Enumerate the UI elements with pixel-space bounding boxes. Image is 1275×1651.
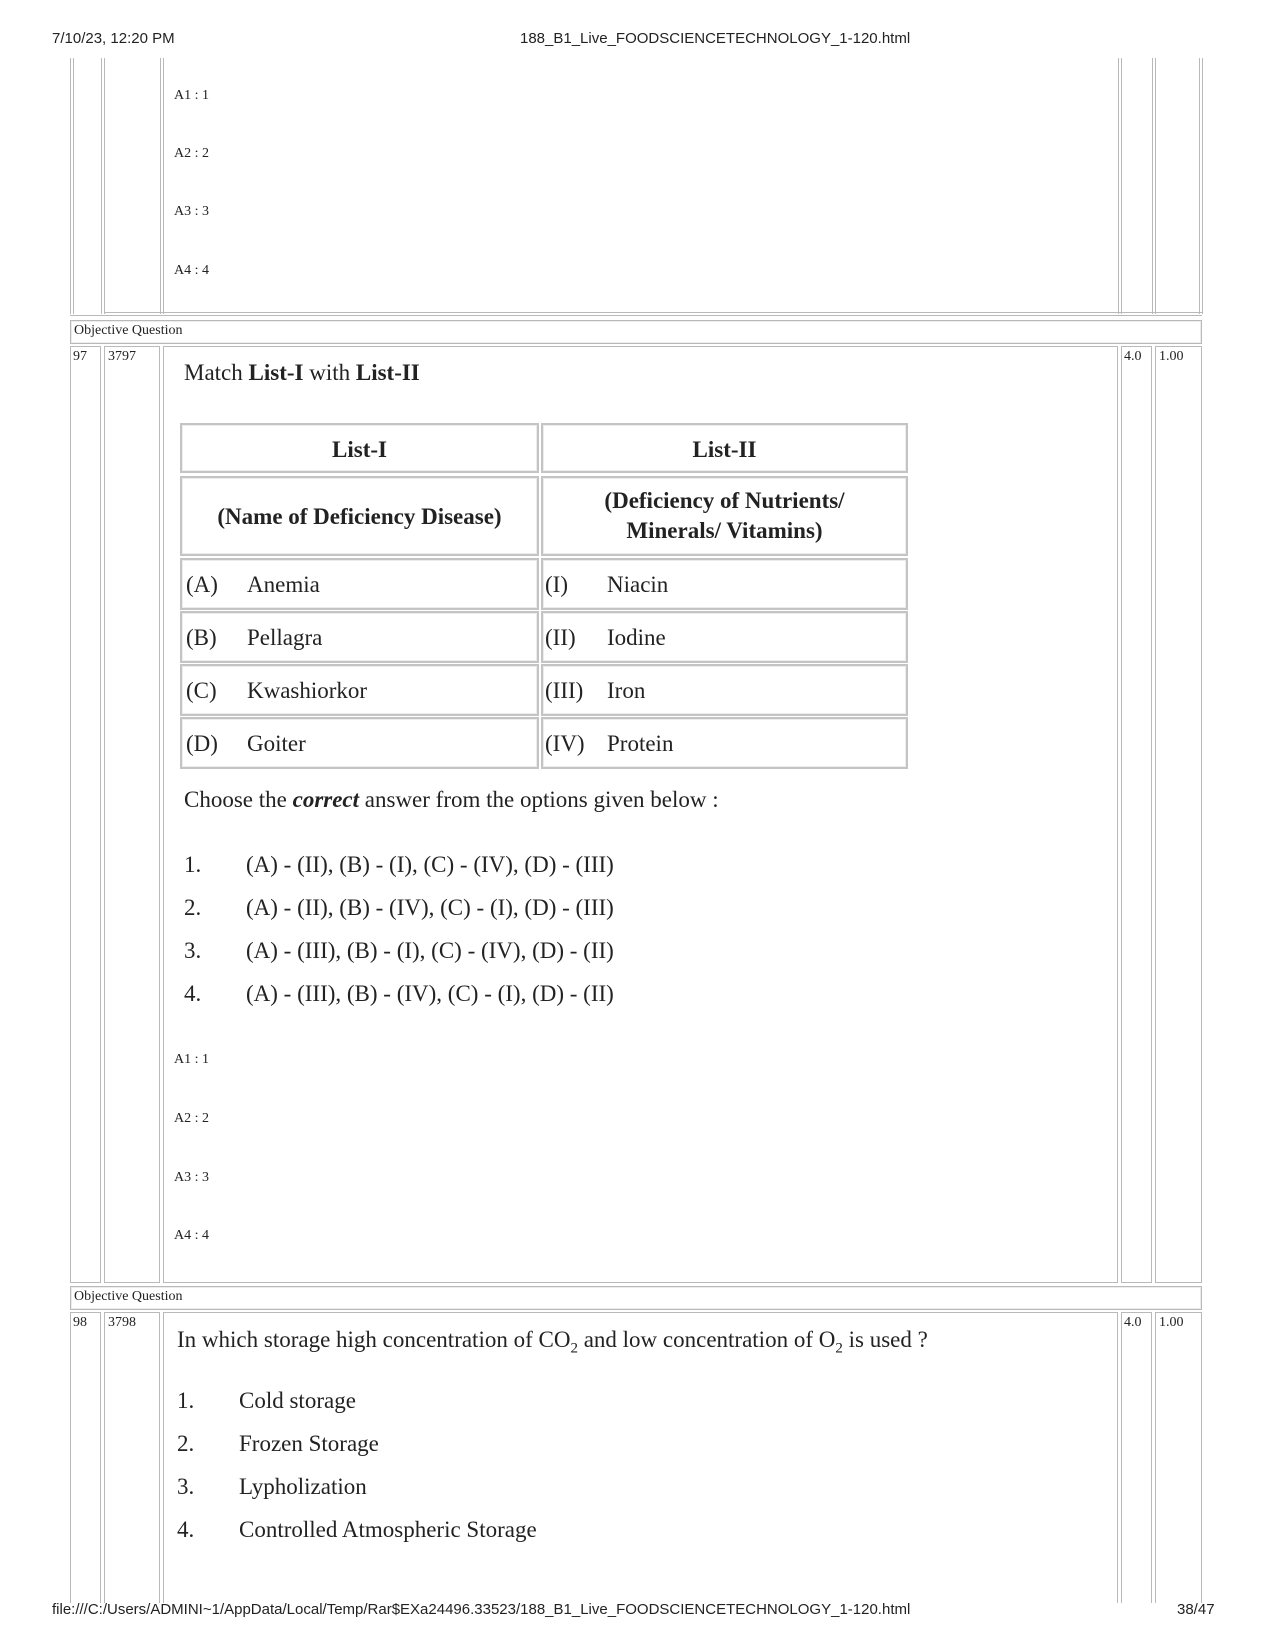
prev-col-border	[101, 58, 102, 314]
match-row-left	[180, 611, 539, 663]
q98-type-row	[70, 1286, 1202, 1310]
q98-option-number: 1.	[177, 1388, 195, 1413]
prev-col-border	[1152, 58, 1153, 314]
match-header-list2-text: List-II	[692, 437, 757, 462]
prev-bottom-border	[70, 315, 1202, 316]
match-row-right-key: (IV)	[545, 731, 585, 756]
match-row-right-value: Niacin	[607, 572, 669, 597]
prev-answer-1: A1 : 1	[174, 88, 209, 103]
q97-option-number: 3.	[184, 938, 202, 963]
match-subheader-list2-line1: (Deficiency of Nutrients/	[604, 488, 845, 513]
q97-answer-4: A4 : 4	[174, 1228, 209, 1243]
prev-col-border	[1118, 58, 1119, 314]
q98-o2-subscript: 2	[835, 1340, 843, 1357]
q97-stem-prefix: Match	[184, 360, 249, 385]
prev-answer-4: A4 : 4	[174, 263, 209, 278]
q97-stem-with: with	[303, 360, 356, 385]
q97-instruction-suffix: answer from the options given below :	[359, 787, 719, 812]
match-row-right	[541, 611, 908, 663]
prev-col-border	[1155, 58, 1156, 314]
q98-option-number: 4.	[177, 1517, 195, 1542]
match-row-right-key: (I)	[545, 572, 568, 597]
q97-answer-1: A1 : 1	[174, 1052, 209, 1067]
q97-type-label: Objective Question	[74, 323, 183, 338]
prev-answer-2: A2 : 2	[174, 146, 209, 161]
q97-option-text: (A) - (III), (B) - (IV), (C) - (I), (D) - (II)	[246, 981, 614, 1006]
match-subheader-list1-text: (Name of Deficiency Disease)	[217, 504, 502, 529]
match-row-right-value: Iodine	[607, 625, 666, 650]
q97-id: 3797	[108, 349, 136, 364]
q97-stem-list1: List-I	[248, 360, 304, 385]
q97-number: 97	[73, 349, 87, 364]
match-row-left-value: Anemia	[247, 572, 320, 597]
prev-col-border	[104, 58, 105, 314]
q98-option-text: Lypholization	[239, 1474, 367, 1499]
match-row-right	[541, 664, 908, 716]
q98-option-number: 2.	[177, 1431, 195, 1456]
prev-col-border	[1199, 58, 1200, 314]
q97-instruction-prefix: Choose the	[184, 787, 293, 812]
q97-stem-list2: List-II	[355, 360, 420, 385]
q97-instruction-emphasis: correct	[292, 787, 360, 812]
q98-id-cell	[104, 1312, 160, 1603]
q97-neg-cell	[1155, 346, 1202, 1283]
q97-match-table	[180, 423, 910, 775]
match-row-right-key: (III)	[545, 678, 584, 703]
q98-co2-subscript: 2	[570, 1340, 578, 1357]
match-row-left-value: Kwashiorkor	[247, 678, 368, 703]
match-subheader-list2	[541, 476, 908, 556]
prev-col-border	[1121, 58, 1122, 314]
q98-number: 98	[73, 1315, 87, 1330]
match-header-list2	[541, 423, 908, 473]
q98-neg-cell	[1155, 1312, 1202, 1603]
q97-marks: 4.0	[1124, 349, 1142, 364]
q98-type-label: Objective Question	[74, 1289, 183, 1304]
match-row-left-key: (A)	[186, 572, 218, 597]
match-row-right	[541, 558, 908, 610]
q98-stem-part-c: is used ?	[842, 1327, 928, 1352]
print-file-url: file:///C:/Users/ADMINI~1/AppData/Local/Temp/Rar$EXa24496.33523/188_B1_Live_FOODSCIENCETECHNOLOGY_1-120.html	[52, 1601, 911, 1618]
q98-id: 3798	[108, 1315, 136, 1330]
prev-bottom-border	[104, 312, 1202, 313]
q98-option-text: Cold storage	[239, 1388, 356, 1413]
match-row-left	[180, 558, 539, 610]
q98-stem	[177, 1327, 928, 1358]
q98-number-cell	[70, 1312, 101, 1603]
q97-id-cell	[104, 346, 160, 1283]
match-subheader-list2-line2: Minerals/ Vitamins)	[626, 518, 823, 543]
q97-negative-marks: 1.00	[1159, 349, 1184, 364]
q98-option-text: Controlled Atmospheric Storage	[239, 1517, 537, 1542]
match-row-left-key: (B)	[186, 625, 217, 650]
q98-negative-marks: 1.00	[1159, 1315, 1184, 1330]
q97-option-text: (A) - (II), (B) - (IV), (C) - (I), (D) - (III)	[246, 895, 614, 920]
q97-option-number: 4.	[184, 981, 202, 1006]
match-header-list1	[180, 423, 539, 473]
match-row-left	[180, 664, 539, 716]
prev-col-border	[73, 58, 74, 314]
prev-col-border	[70, 58, 71, 314]
prev-col-border	[163, 58, 164, 314]
match-row-right-key: (II)	[545, 625, 576, 650]
match-subheader-list1	[180, 476, 539, 556]
print-title: 188_B1_Live_FOODSCIENCETECHNOLOGY_1-120.html	[520, 30, 911, 47]
q98-marks-cell	[1121, 1312, 1152, 1603]
q98-option-number: 3.	[177, 1474, 195, 1499]
match-row-right	[541, 717, 908, 769]
q97-marks-cell	[1121, 346, 1152, 1283]
match-row-left-value: Goiter	[247, 731, 306, 756]
q98-stem-part-a: In which storage high concentration of CO	[177, 1327, 571, 1352]
q97-number-cell	[70, 346, 101, 1283]
match-row-left-key: (D)	[186, 731, 218, 756]
match-row-left-value: Pellagra	[247, 625, 323, 650]
match-row-left	[180, 717, 539, 769]
q98-marks: 4.0	[1124, 1315, 1142, 1330]
q97-option-number: 2.	[184, 895, 202, 920]
prev-col-border	[1202, 58, 1203, 314]
match-row-right-value: Iron	[607, 678, 646, 703]
print-page-count: 38/47	[1177, 1601, 1215, 1618]
q97-instruction	[184, 787, 719, 813]
q97-answer-3: A3 : 3	[174, 1170, 209, 1185]
prev-col-border	[160, 58, 161, 314]
match-row-left-key: (C)	[186, 678, 217, 703]
q97-option-text: (A) - (II), (B) - (I), (C) - (IV), (D) - (III)	[246, 852, 614, 877]
q97-answer-2: A2 : 2	[174, 1111, 209, 1126]
match-row-right-value: Protein	[607, 731, 674, 756]
q98-option-text: Frozen Storage	[239, 1431, 379, 1456]
print-datetime: 7/10/23, 12:20 PM	[52, 30, 175, 47]
q98-stem-part-b: and low concentration of O	[577, 1327, 836, 1352]
q97-option-text: (A) - (III), (B) - (I), (C) - (IV), (D) - (II)	[246, 938, 614, 963]
prev-answer-3: A3 : 3	[174, 204, 209, 219]
q97-option-number: 1.	[184, 852, 202, 877]
q97-type-row	[70, 320, 1202, 344]
q97-stem	[184, 360, 420, 386]
match-header-list1-text: List-I	[332, 437, 387, 462]
